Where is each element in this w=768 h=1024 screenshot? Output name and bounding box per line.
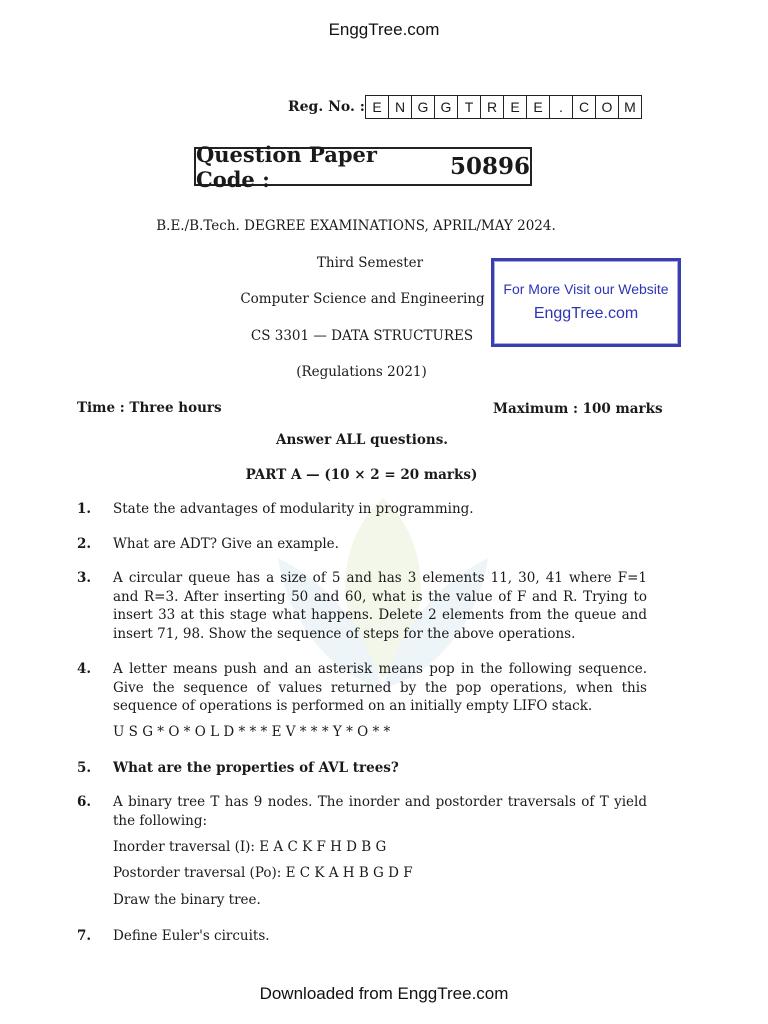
reg-box: R: [481, 96, 504, 118]
reg-box: N: [389, 96, 412, 118]
reg-box: .: [550, 96, 573, 118]
postorder-traversal: Postorder traversal (Po): E C K A H B G D F: [113, 865, 413, 881]
question-number: 2.: [77, 536, 92, 552]
draw-instruction: Draw the binary tree.: [113, 892, 261, 908]
question-text: A binary tree T has 9 nodes. The inorder and postorder traversals of T yield the following:: [113, 794, 647, 829]
maximum-marks: Maximum : 100 marks: [493, 401, 663, 417]
exam-title: B.E./B.Tech. DEGREE EXAMINATIONS, APRIL/MAY 2024.: [156, 218, 556, 234]
website-promo-box[interactable]: [491, 258, 681, 347]
question-text: What are the properties of AVL trees?: [113, 760, 399, 776]
promo-line-1: For More Visit our Website: [503, 281, 669, 297]
semester: Third Semester: [316, 255, 424, 271]
reg-box: G: [412, 96, 435, 118]
promo-line-2: EnggTree.com: [533, 305, 639, 322]
part-heading: PART A — (10 × 2 = 20 marks): [245, 467, 478, 483]
time-allowed: Time : Three hours: [77, 400, 222, 416]
question-text: What are ADT? Give an example.: [113, 536, 339, 552]
reg-box: E: [527, 96, 550, 118]
question-number: 1.: [77, 501, 92, 517]
question-number: 3.: [77, 570, 92, 586]
reg-box: E: [504, 96, 527, 118]
instruction: Answer ALL questions.: [276, 432, 448, 448]
reg-box: G: [435, 96, 458, 118]
question-paper-code: [194, 141, 532, 192]
question-text: State the advantages of modularity in programming.: [113, 501, 474, 517]
paper-code-number: 50896: [449, 153, 530, 180]
question-text: A letter means push and an asterisk means pop in the following sequence. Give the sequence of values returned by the pop operations, when this sequence of operations is performed on an initially empty LIFO stack.: [113, 661, 647, 714]
question-number: 4.: [77, 661, 92, 677]
department: Computer Science and Engineering: [240, 291, 485, 307]
subject: CS 3301 — DATA STRUCTURES: [250, 328, 474, 344]
question-number: 5.: [77, 760, 92, 776]
reg-box: M: [624, 99, 636, 115]
question-text: Define Euler's circuits.: [113, 928, 270, 944]
inorder-traversal: Inorder traversal (I): E A C K F H D B G: [113, 839, 387, 855]
download-footer[interactable]: Downloaded from EnggTree.com: [259, 984, 509, 1003]
stack-sequence: U S G * O * O L D * * * E V * * * Y * O * *: [113, 724, 391, 740]
reg-no-label: Reg. No. :: [288, 99, 365, 115]
reg-box: T: [458, 96, 481, 118]
paper-code-label: Question Paper Code :: [196, 141, 377, 192]
regulations: (Regulations 2021): [296, 364, 427, 380]
question-number: 6.: [77, 794, 92, 810]
reg-no-boxes: [365, 95, 642, 119]
site-header: EnggTree.com: [328, 20, 440, 39]
reg-box: C: [573, 96, 596, 118]
question-number: 7.: [77, 928, 92, 944]
question-text: A circular queue has a size of 5 and has 3 elements 11, 30, 41 where F=1 and R=3. After inserting 50 and 60, what is the value of F and R. Trying to insert 33 at this stage what happens. Delete 2 elements from the queue and insert 71, 98. Show the sequence of steps for the above operations.: [113, 570, 647, 642]
reg-box: E: [366, 96, 389, 118]
reg-box: O: [596, 96, 619, 118]
